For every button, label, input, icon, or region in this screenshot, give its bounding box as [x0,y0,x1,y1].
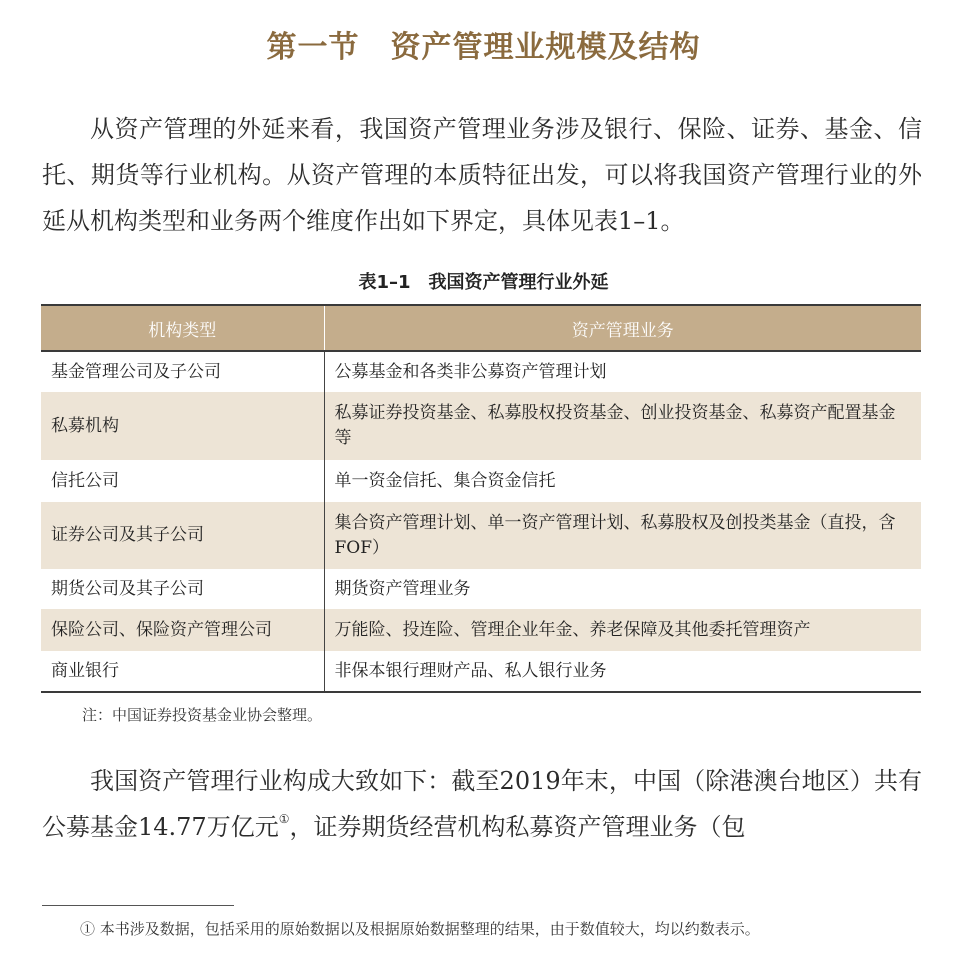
table-row [41,460,921,502]
cell-institution-type: 期货公司及其子公司 [41,569,324,609]
intro-paragraph: 从资产管理的外延来看，我国资产管理业务涉及银行、保险、证券、基金、信托、期货等行业机构。从资产管理的本质特征出发，可以将我国资产管理行业的外延从机构类型和业务两个维度作出如下界定，具体见表1–1。 [42,115,922,235]
cell-business: 期货资产管理业务 [334,578,471,599]
cell-business: 集合资产管理计划、单一资产管理计划、私募股权及创投类基金（直投，含 FOF） [324,502,921,569]
table-row [41,569,921,609]
asset-management-table [41,304,921,693]
cell-business: 单一资金信托、集合资金信托 [334,470,556,491]
table-note: 注：中国证券投资基金业协会整理。 [82,706,323,724]
cell-institution-type: 私募机构 [41,392,324,460]
cell-institution-type: 基金管理公司及子公司 [41,351,324,392]
cell-business: 非保本银行理财产品、私人银行业务 [334,660,607,681]
paragraph-text-before: 我国资产管理行业构成大致如下：截至2019年末，中国（除港澳台地区）共有公募基金14.77万亿元 [42,767,922,841]
table-row [41,502,921,569]
paragraph-text-after: ，证券期货经营机构私募资产管理业务（包 [289,813,746,841]
table-header-row [41,305,921,351]
table-caption: 表1–1 我国资产管理行业外延 [358,272,609,293]
footnote: ① 本书涉及数据，包括采用的原始数据以及根据原始数据整理的结果，由于数值较大，均以约数表示。 [80,920,760,938]
cell-institution-type: 保险公司、保险资产管理公司 [41,609,324,651]
header-institution-type: 机构类型 [41,305,324,351]
cell-business: 公募基金和各类非公募资产管理计划 [334,361,607,382]
footnote-divider [42,905,234,906]
table-row [41,351,921,392]
cell-business: 万能险、投连险、管理企业年金、养老保障及其他委托管理资产 [324,609,921,651]
cell-business: 私募证券投资基金、私募股权投资基金、创业投资基金、私募资产配置基金等 [324,392,921,460]
table-row [41,392,921,460]
cell-institution-type: 信托公司 [41,460,324,502]
footnote-reference[interactable]: ① [278,812,290,826]
table-row [41,651,921,692]
cell-institution-type: 证券公司及其子公司 [41,502,324,569]
table-row [41,609,921,651]
section-title: 第一节 资产管理业规模及结构 [266,30,701,65]
body-paragraph [42,758,922,850]
header-business: 资产管理业务 [324,305,921,351]
cell-institution-type: 商业银行 [41,651,324,692]
